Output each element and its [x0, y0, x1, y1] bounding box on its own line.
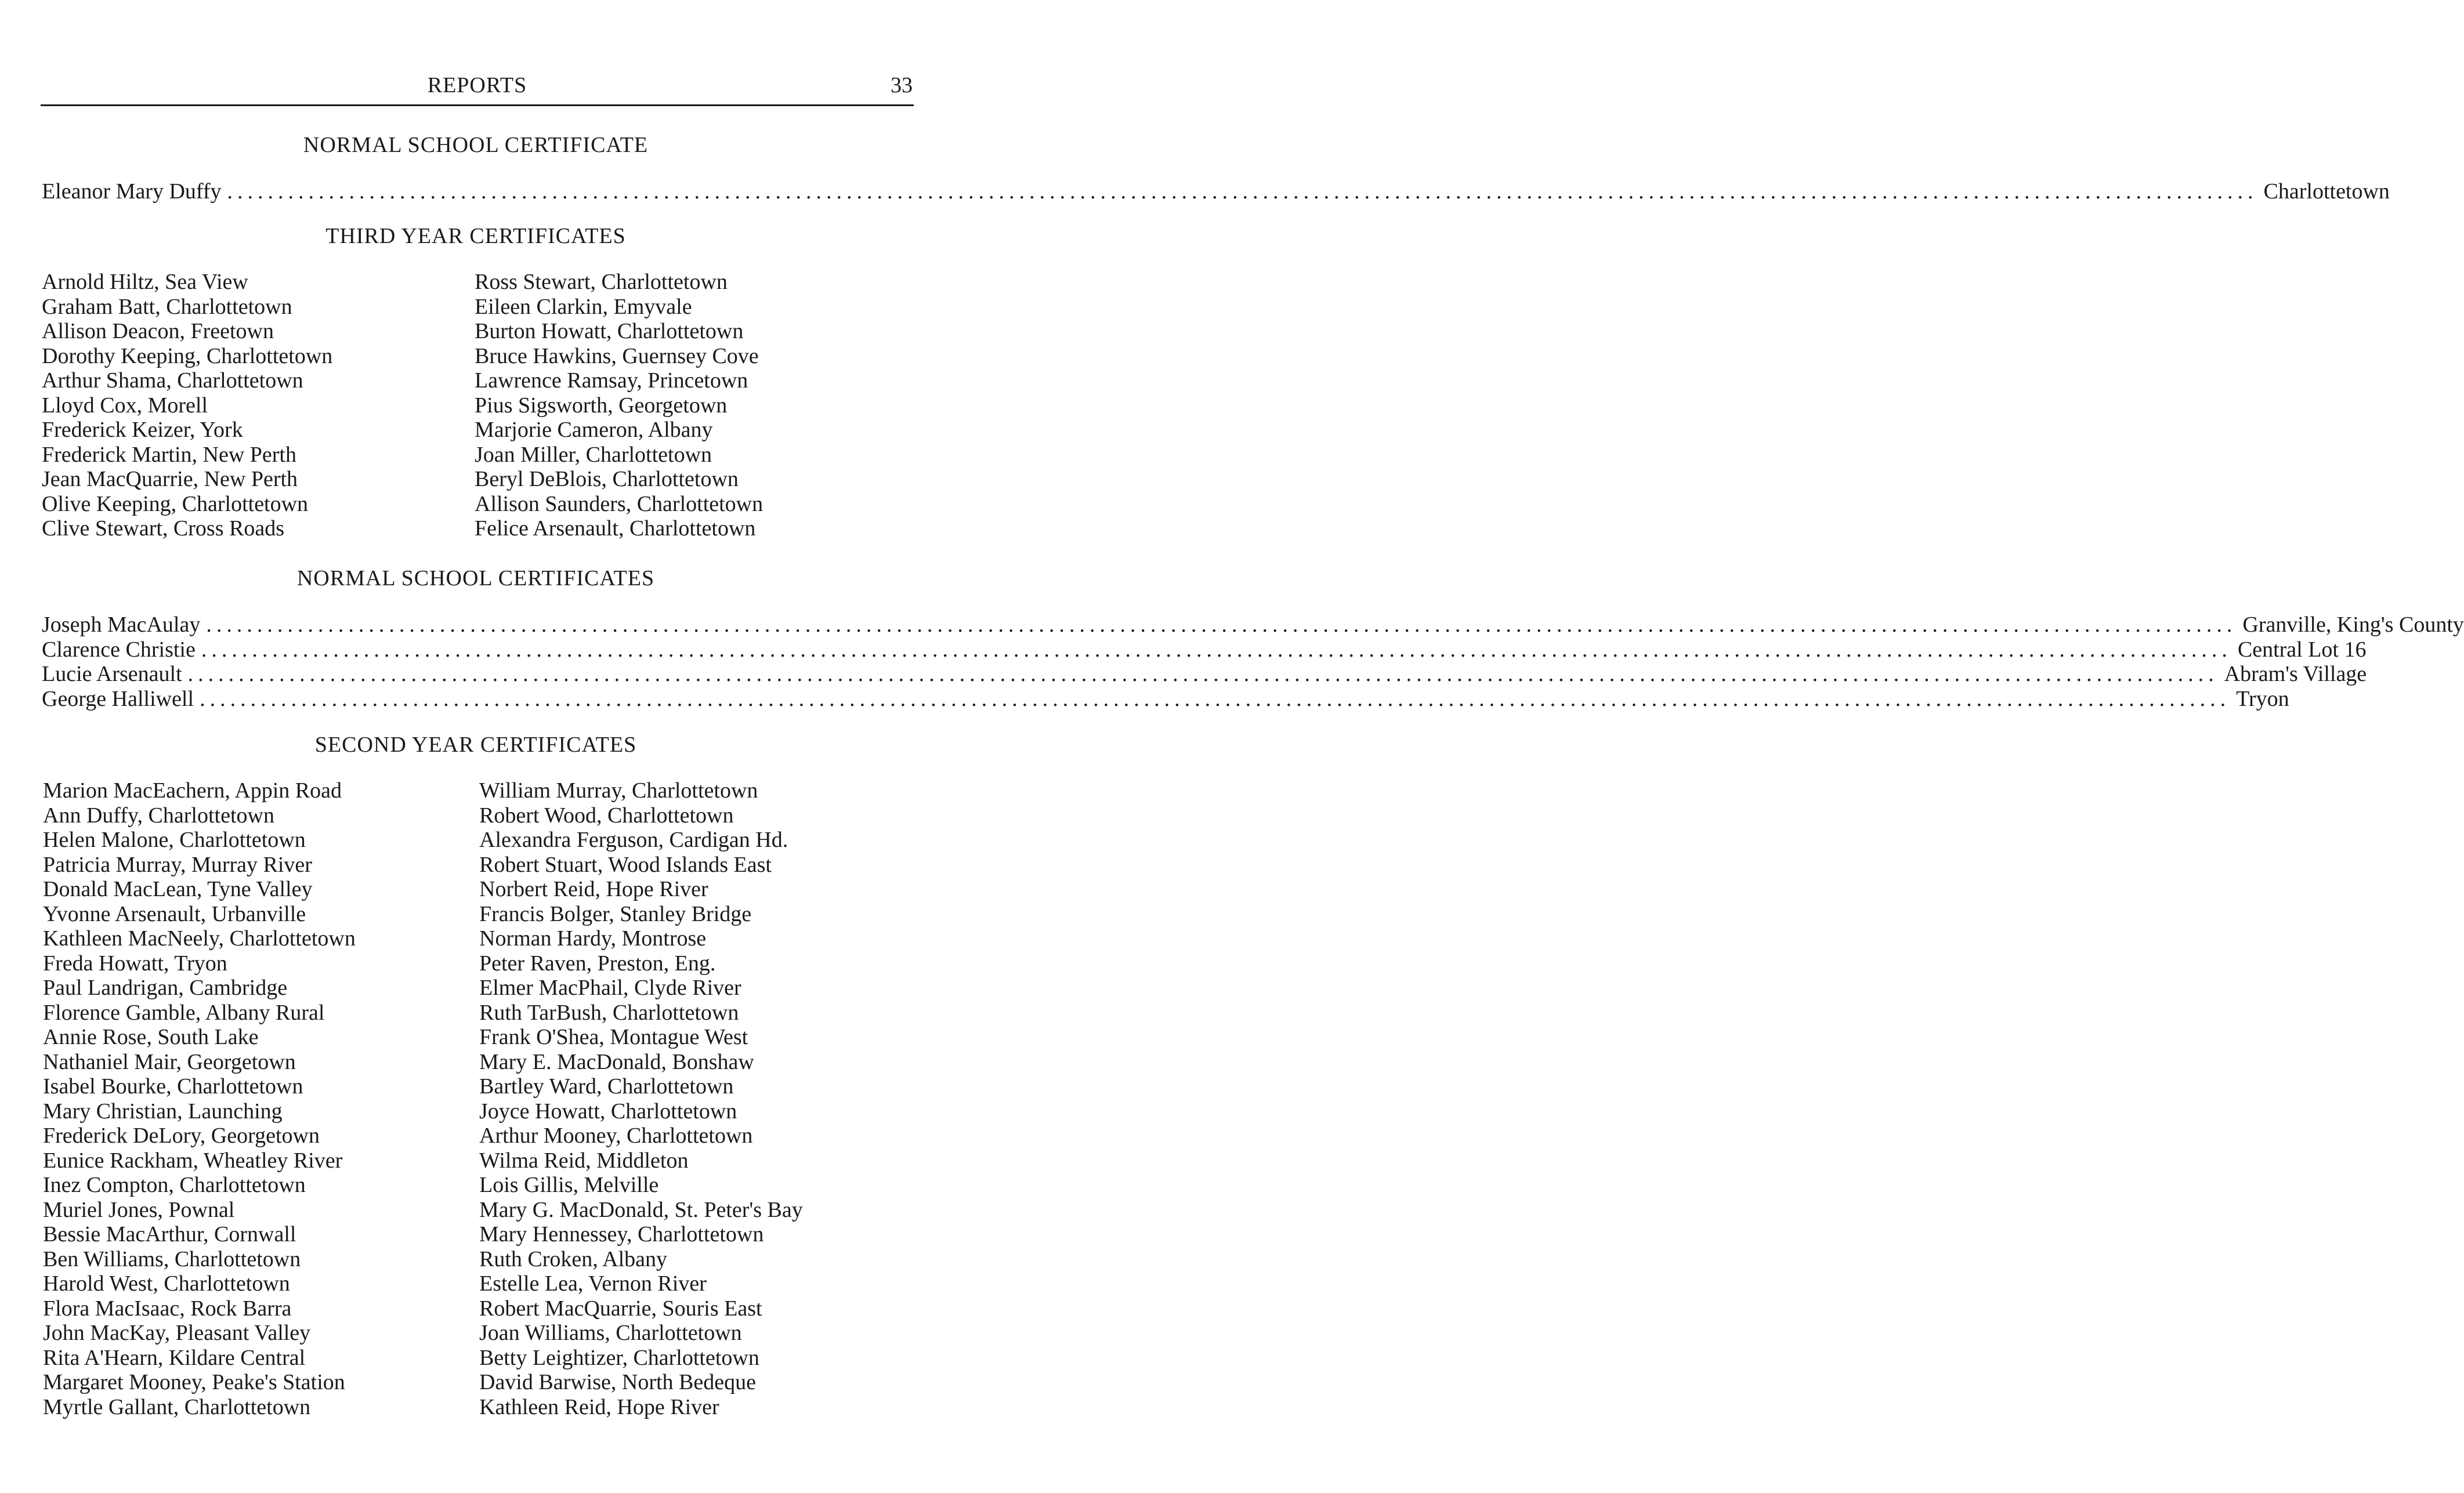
list-item: Olive Keeping, Charlottetown: [42, 491, 309, 516]
list-item: Mary Christian, Launching: [43, 1099, 283, 1124]
list-item: Mary E. MacDonald, Bonshaw: [479, 1049, 754, 1074]
list-item: Robert Stuart, Wood Islands East: [479, 852, 772, 877]
list-item: Jean MacQuarrie, New Perth: [42, 467, 298, 491]
list-item: Ruth TarBush, Charlottetown: [479, 1000, 739, 1025]
page-header: [41, 64, 914, 106]
list-item: Allison Saunders, Charlottetown: [475, 491, 764, 516]
list-item: Ruth Croken, Albany: [479, 1246, 668, 1271]
list-item: Kathleen MacNeely, Charlottetown: [43, 926, 356, 951]
third-year-left-column: [42, 270, 332, 541]
list-item: Arthur Mooney, Charlottetown: [479, 1124, 753, 1148]
certificate-entry: [42, 179, 2390, 204]
entry-name: George Halliwell: [42, 686, 194, 711]
list-item: Kathleen Reid, Hope River: [479, 1394, 719, 1419]
list-item: Allison Deacon, Freetown: [42, 319, 274, 343]
list-item: Robert Wood, Charlottetown: [479, 803, 734, 828]
entry-name: Lucie Arsenault: [42, 662, 182, 686]
dot-leader: ........................................................................................................................................................................................................: [206, 613, 2237, 637]
list-item: Bessie MacArthur, Cornwall: [43, 1222, 296, 1246]
list-item: Joan Williams, Charlottetown: [479, 1321, 742, 1345]
list-item: Marion MacEachern, Appin Road: [43, 778, 342, 803]
list-item: John MacKay, Pleasant Valley: [43, 1321, 311, 1345]
list-item: David Barwise, North Bedeque: [479, 1370, 756, 1394]
list-item: Graham Batt, Charlottetown: [42, 294, 292, 319]
list-item: Robert MacQuarrie, Souris East: [479, 1296, 762, 1321]
entry-name: Joseph MacAulay: [42, 613, 201, 637]
list-item: Rita A'Hearn, Kildare Central: [43, 1345, 306, 1370]
list-item: Elmer MacPhail, Clyde River: [479, 976, 741, 1000]
list-item: Norman Hardy, Montrose: [479, 926, 707, 951]
list-item: Dorothy Keeping, Charlottetown: [42, 343, 333, 368]
list-item: Joyce Howatt, Charlottetown: [479, 1099, 737, 1124]
dot-leader: ........................................................................................................................................................................................................: [227, 179, 2258, 204]
entry-place: Abram's Village: [2224, 662, 2367, 686]
list-item: Mary Hennessey, Charlottetown: [479, 1222, 764, 1246]
list-item: Donald MacLean, Tyne Valley: [43, 877, 313, 901]
list-item: Patricia Murray, Murray River: [43, 852, 312, 877]
certificate-entry: [42, 661, 2367, 687]
list-item: Harold West, Charlottetown: [43, 1271, 290, 1296]
page-number: 33: [891, 73, 913, 97]
list-item: Bruce Hawkins, Guernsey Cove: [475, 343, 759, 368]
second-year-right-column: [479, 778, 803, 1419]
list-item: Helen Malone, Charlottetown: [43, 828, 306, 852]
list-item: Inez Compton, Charlottetown: [43, 1173, 306, 1197]
list-item: William Murray, Charlottetown: [479, 778, 758, 803]
list-item: Ross Stewart, Charlottetown: [475, 270, 728, 294]
list-item: Margaret Mooney, Peake's Station: [43, 1370, 345, 1394]
list-item: Mary G. MacDonald, St. Peter's Bay: [479, 1197, 803, 1222]
dot-leader: ........................................................................................................................................................................................................: [200, 686, 2231, 711]
entry-place: Charlottetown: [2263, 179, 2390, 204]
list-item: Felice Arsenault, Charlottetown: [475, 516, 756, 541]
list-item: Frederick DeLory, Georgetown: [43, 1124, 320, 1148]
certificate-entry: [42, 686, 2289, 712]
list-item: Arnold Hiltz, Sea View: [42, 270, 248, 294]
entry-place: Granville, King's County: [2242, 613, 2464, 637]
list-item: Ben Williams, Charlottetown: [43, 1246, 301, 1271]
list-item: Annie Rose, South Lake: [43, 1025, 259, 1049]
list-item: Francis Bolger, Stanley Bridge: [479, 901, 752, 926]
list-item: Arthur Shama, Charlottetown: [42, 368, 303, 393]
list-item: Nathaniel Mair, Georgetown: [43, 1049, 296, 1074]
list-item: Eileen Clarkin, Emyvale: [475, 294, 692, 319]
list-item: Ann Duffy, Charlottetown: [43, 803, 274, 828]
list-item: Eunice Rackham, Wheatley River: [43, 1148, 343, 1173]
list-item: Betty Leightizer, Charlottetown: [479, 1345, 759, 1370]
list-item: Marjorie Cameron, Albany: [475, 418, 713, 442]
section-heading-normal-school-certificates: NORMAL SCHOOL CERTIFICATES: [296, 566, 655, 590]
list-item: Burton Howatt, Charlottetown: [475, 319, 744, 343]
running-title: REPORTS: [427, 73, 527, 97]
list-item: Pius Sigsworth, Georgetown: [475, 393, 728, 418]
list-item: Yvonne Arsenault, Urbanville: [43, 901, 306, 926]
section-heading-third-year: THIRD YEAR CERTIFICATES: [325, 224, 626, 248]
entry-name: Eleanor Mary Duffy: [42, 179, 222, 204]
certificate-entry: [42, 637, 2367, 662]
list-item: Frederick Keizer, York: [42, 418, 243, 442]
dot-leader: ........................................................................................................................................................................................................: [187, 662, 2219, 686]
list-item: Wilma Reid, Middleton: [479, 1148, 689, 1173]
list-item: Norbert Reid, Hope River: [479, 877, 708, 901]
list-item: Clive Stewart, Cross Roads: [42, 516, 284, 541]
list-item: Isabel Bourke, Charlottetown: [43, 1074, 303, 1099]
list-item: Paul Landrigan, Cambridge: [43, 976, 288, 1000]
list-item: Florence Gamble, Albany Rural: [43, 1000, 325, 1025]
list-item: Frederick Martin, New Perth: [42, 442, 296, 467]
entry-place: Tryon: [2236, 686, 2289, 711]
list-item: Bartley Ward, Charlottetown: [479, 1074, 734, 1099]
list-item: Lawrence Ramsay, Princetown: [475, 368, 748, 393]
list-item: Peter Raven, Preston, Eng.: [479, 951, 716, 976]
second-year-left-column: [43, 778, 356, 1419]
certificate-entry: [42, 612, 2464, 637]
entry-name: Clarence Christie: [42, 637, 196, 662]
list-item: Flora MacIsaac, Rock Barra: [43, 1296, 292, 1321]
third-year-right-column: [475, 270, 763, 541]
section-heading-second-year: SECOND YEAR CERTIFICATES: [314, 733, 637, 757]
entry-place: Central Lot 16: [2237, 637, 2367, 662]
list-item: Joan Miller, Charlottetown: [475, 442, 712, 467]
list-item: Muriel Jones, Pownal: [43, 1197, 235, 1222]
list-item: Beryl DeBlois, Charlottetown: [475, 467, 739, 491]
list-item: Frank O'Shea, Montague West: [479, 1025, 748, 1049]
section-heading-normal-school-certificate: NORMAL SCHOOL CERTIFICATE: [303, 133, 649, 157]
list-item: Alexandra Ferguson, Cardigan Hd.: [479, 828, 788, 852]
list-item: Estelle Lea, Vernon River: [479, 1271, 707, 1296]
dot-leader: ........................................................................................................................................................................................................: [201, 637, 2232, 662]
list-item: Lois Gillis, Melville: [479, 1173, 659, 1197]
list-item: Freda Howatt, Tryon: [43, 951, 227, 976]
list-item: Lloyd Cox, Morell: [42, 393, 208, 418]
list-item: Myrtle Gallant, Charlottetown: [43, 1394, 311, 1419]
